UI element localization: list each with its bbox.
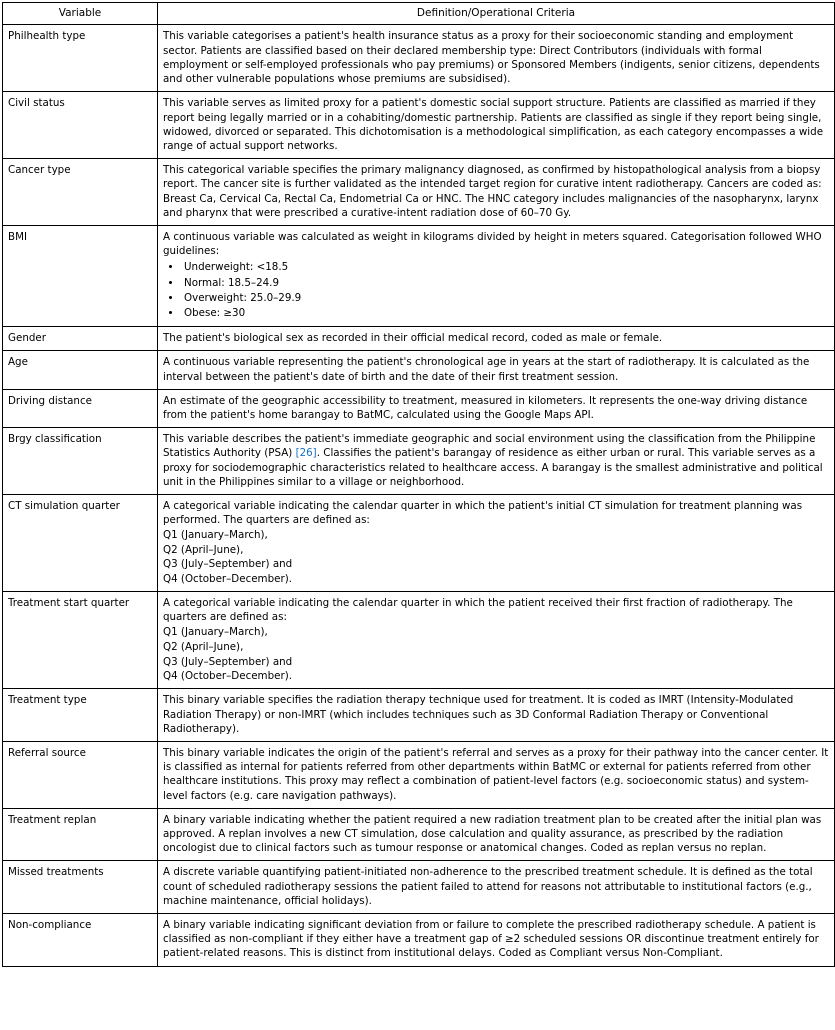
variable-definition — [158, 592, 835, 689]
variable-definition — [158, 389, 835, 427]
table-row — [3, 351, 835, 389]
variable-definition — [158, 808, 835, 861]
table-header-row — [3, 3, 835, 25]
variable-definition — [158, 428, 835, 495]
variable-name: Cancer type — [3, 159, 158, 226]
variable-name: Age — [3, 351, 158, 389]
definition-text: This variable describes the patient's immediate geographic and social environment using the classification from the Philippine Statistics Authority (PSA) [26]. Classifies the patient's barangay of residence as either urban or rural. This variable serves as a proxy for sociodemographic characteristics related to healthcare access. A barangay is the smallest administrative and political unit in the Philippines similar to a village or neighborhood. — [163, 433, 823, 488]
variable-definition — [158, 914, 835, 967]
list-item: • Normal: 18.5–24.9 — [182, 276, 829, 290]
definition-text: This binary variable specifies the radiation therapy technique used for treatment. It is coded as IMRT (Intensity-Modulated Radiation Therapy) or non-IMRT (which includes techniques such as 3D Conformal Radiation Therapy or Conventional Radiotherapy). — [163, 694, 794, 735]
variable-definition — [158, 689, 835, 742]
quarter-line: Q3 (July–September) and — [163, 655, 293, 668]
quarter-line: Q1 (January–March), — [163, 528, 268, 541]
variable-name: Treatment start quarter — [3, 592, 158, 689]
citation-link[interactable]: [26] — [295, 447, 317, 460]
table-row — [3, 914, 835, 967]
quarter-line: Q1 (January–March), — [163, 626, 268, 639]
table-row — [3, 689, 835, 742]
variable-definition — [158, 25, 835, 92]
table-row — [3, 92, 835, 159]
table-row — [3, 494, 835, 591]
variable-name: Driving distance — [3, 389, 158, 427]
list-item: • Underweight: <18.5 — [182, 260, 829, 274]
definition-text: The patient's biological sex as recorded in their official medical record, coded as male or female. — [163, 332, 663, 345]
variable-definition — [158, 494, 835, 591]
definition-text: An estimate of the geographic accessibility to treatment, measured in kilometers. It represents the one-way driving distance from the patient's home barangay to BatMC, calculated using the Google Maps API. — [163, 394, 808, 421]
column-header-definition: Definition/Operational Criteria — [158, 3, 835, 25]
definition-text: A continuous variable representing the patient's chronological age in years at the start of radiotherapy. It is calculated as the interval between the patient's date of birth and the date of their first treatment session. — [163, 356, 810, 383]
variable-name: Non-compliance — [3, 914, 158, 967]
table-row — [3, 861, 835, 914]
table-row — [3, 592, 835, 689]
variable-name: Referral source — [3, 742, 158, 809]
definition-text: This binary variable indicates the origin of the patient's referral and serves as a proxy for their pathway into the cancer center. It is classified as internal for patients referred from other departments within BatMC or external for patients referred from other healthcare institutions. This proxy may reflect a combination of patient-level factors (e.g. socioeconomic status) and system-level factors (e.g. care navigation pathways). — [163, 747, 829, 802]
variable-definition — [158, 92, 835, 159]
table-row — [3, 159, 835, 226]
column-header-variable: Variable — [3, 3, 158, 25]
variable-name: Gender — [3, 327, 158, 351]
variable-definitions-table — [2, 2, 835, 967]
variable-name: Treatment replan — [3, 808, 158, 861]
quarter-line: Q3 (July–September) and — [163, 558, 293, 571]
bmi-category-list — [163, 260, 829, 320]
definition-text: This variable serves as limited proxy for a patient's domestic social support structure. Patients are classified as married if they report being legally married or in a cohabiting/domestic partnership. Patients are classified as single if they report being single, widowed, divorced or separated. This dichotomisation is a methodological simplification, as each category encompasses a wide range of actual support networks. — [163, 97, 824, 152]
table-row — [3, 225, 835, 326]
variable-name: CT simulation quarter — [3, 494, 158, 591]
table-row — [3, 808, 835, 861]
definition-text: A continuous variable was calculated as weight in kilograms divided by height in meters squared. Categorisation followed WHO guidelines: — [163, 230, 822, 258]
list-item: • Overweight: 25.0–29.9 — [182, 291, 829, 305]
variable-definition — [158, 351, 835, 389]
definition-text: A discrete variable quantifying patient-initiated non-adherence to the prescribed treatment schedule. It is defined as the total count of scheduled radiotherapy sessions the patient failed to attend for reasons not attributable to institutional factors (e.g., machine maintenance, official holidays). — [163, 866, 813, 907]
table-row — [3, 327, 835, 351]
table-row — [3, 742, 835, 809]
table-row — [3, 428, 835, 495]
definition-text: This categorical variable specifies the primary malignancy diagnosed, as confirmed by histopathological analysis from a biopsy report. The cancer site is further validated as the intended target region for curative intent radiotherapy. Cancers are coded as: Breast Ca, Cervical Ca, Rectal Ca, Endometrial Ca or HNC. The HNC category includes malignancies of the nasopharynx, larynx and pharynx that were prescribed a curative-intent radiation dose of 60–70 Gy. — [163, 164, 822, 219]
definition-text: A binary variable indicating significant deviation from or failure to complete the prescribed radiotherapy schedule. A patient is classified as non-compliant if they either have a treatment gap of ≥2 scheduled sessions OR discontinue treatment entirely for patient-related reasons. This is distinct from institutional delays. Coded as Compliant versus Non-Compliant. — [163, 919, 819, 960]
definition-text: A categorical variable indicating the calendar quarter in which the patient received their first fraction of radiotherapy. The quarters are defined as: — [163, 597, 793, 624]
table-row — [3, 389, 835, 427]
variable-name: Brgy classification — [3, 428, 158, 495]
quarter-line: Q4 (October–December). — [163, 670, 292, 683]
definition-text: This variable categorises a patient's health insurance status as a proxy for their socioeconomic standing and employment sector. Patients are classified based on their declared membership type: Direct Contributors (individuals with formal employment or self-employed professionals who pay premiums) or Sponsored Members (indigents, senior citizens, dependents and other vulnerable populations whose premiums are subsidised). — [163, 30, 820, 86]
quarter-line: Q2 (April–June), — [163, 543, 244, 556]
variable-name: Philhealth type — [3, 25, 158, 92]
variable-name: Civil status — [3, 92, 158, 159]
definition-text: A binary variable indicating whether the patient required a new radiation treatment plan to be created after the initial plan was approved. A replan involves a new CT simulation, dose calculation and quality assurance, as prescribed by the radiation oncologist due to clinical factors such as tumour response or anatomical changes. Coded as replan versus no replan. — [163, 813, 822, 855]
quarter-line: Q2 (April–June), — [163, 640, 244, 653]
variable-definition — [158, 225, 835, 326]
quarter-line: Q4 (October–December). — [163, 572, 292, 585]
variable-name: BMI — [3, 225, 158, 326]
list-item: • Obese: ≥30 — [182, 306, 829, 320]
variable-definition — [158, 861, 835, 914]
variable-definition — [158, 327, 835, 351]
table-row — [3, 25, 835, 92]
variable-definition — [158, 159, 835, 226]
variable-name: Treatment type — [3, 689, 158, 742]
variable-definition — [158, 742, 835, 809]
definition-text: A categorical variable indicating the calendar quarter in which the patient's initial CT simulation for treatment planning was performed. The quarters are defined as: — [163, 499, 803, 527]
variable-name: Missed treatments — [3, 861, 158, 914]
